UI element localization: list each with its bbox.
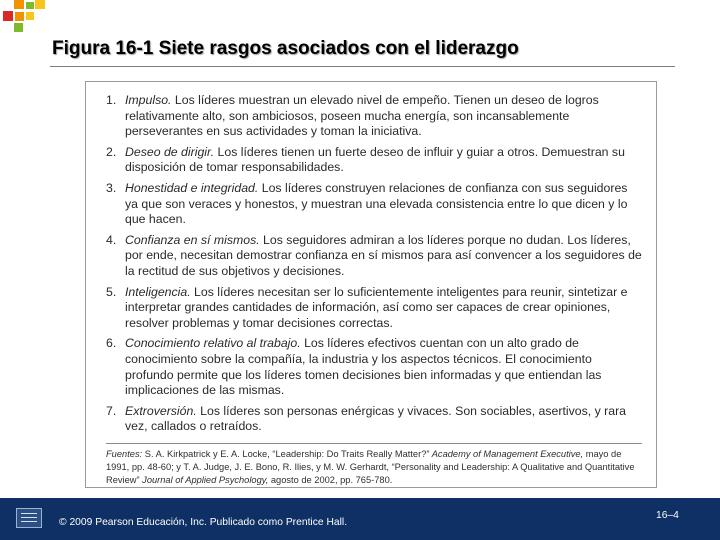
source-journal-1: Academy of Management Executive, bbox=[429, 448, 584, 459]
trait-item bbox=[106, 336, 642, 398]
source-label: Fuentes: bbox=[106, 448, 143, 459]
title-divider bbox=[50, 66, 675, 67]
trait-item bbox=[106, 93, 642, 140]
source-text-2: mayo de 1991, pp. 48-60; y T. A. Judge, J. E. Bono, R. Ilies, y M. W. Gerhardt, “Personality and Leadership: A Qualitative and Quantitative Review” bbox=[106, 448, 635, 485]
trait-number: 5. bbox=[106, 284, 117, 299]
trait-item bbox=[106, 404, 642, 435]
trait-name: Confianza en sí mismos. bbox=[125, 232, 260, 247]
trait-name: Deseo de dirigir. bbox=[125, 144, 215, 159]
trait-number: 1. bbox=[106, 93, 117, 107]
trait-number: 2. bbox=[106, 144, 117, 159]
trait-name: Honestidad e integridad. bbox=[125, 180, 259, 195]
source-citation bbox=[106, 448, 642, 487]
trait-text: Los líderes necesitan ser lo suficientemente inteligentes para reunir, sintetizar e interpretar grandes cantidades de información, así como ser capaces de crear opiniones, resolver problemas y tomar decisiones correctas. bbox=[125, 284, 628, 330]
trait-number: 7. bbox=[106, 403, 117, 418]
trait-name: Conocimiento relativo al trabajo. bbox=[125, 336, 301, 351]
trait-text: Los líderes efectivos cuentan con un alto grado de conocimiento sobre la compañía, la industria y los aspectos técnicos. El conocimiento profundo permite que los líderes tomen decisiones bien informadas y que entiendan las implicaciones de las mismas. bbox=[125, 336, 602, 398]
traits-list bbox=[106, 93, 642, 435]
trait-name: Extroversión. bbox=[125, 403, 197, 418]
trait-number: 3. bbox=[106, 180, 117, 195]
logo-square-orange-2 bbox=[15, 12, 24, 21]
logo-square-yellow bbox=[35, 0, 45, 9]
copyright-text: © 2009 Pearson Educación, Inc. Publicado como Prentice Hall. bbox=[59, 517, 348, 528]
trait-text: Los líderes tienen un fuerte deseo de influir y guiar a otros. Demuestran su disposición de tomar responsabilidades. bbox=[125, 144, 625, 175]
figure-panel bbox=[85, 81, 657, 488]
trait-number: 6. bbox=[106, 336, 117, 351]
source-journal-2: Journal of Applied Psychology, bbox=[139, 474, 269, 485]
trait-text: Los líderes muestran un elevado nivel de empeño. Tienen un deseo de logros relativamente alto, son ambiciosos, poseen mucha energía, son incansablemente perseverantes en sus actividades y toman la iniciativa. bbox=[125, 93, 599, 139]
source-text-1: S. A. Kirkpatrick y E. A. Locke, “Leadership: Do Traits Really Matter?” bbox=[142, 448, 430, 459]
trait-text: Los seguidores admiran a los líderes porque no dudan. Los líderes, por ende, necesitan demostrar confianza en sí mismos para así convencer a los seguidores de la rectitud de sus objetivos y decisiones. bbox=[125, 232, 642, 278]
trait-number: 4. bbox=[106, 232, 117, 247]
publisher-logo-icon bbox=[16, 508, 42, 528]
footer-bar bbox=[0, 498, 720, 540]
trait-item bbox=[106, 233, 642, 280]
trait-name: Impulso. bbox=[125, 93, 172, 107]
corner-logo-squares bbox=[0, 0, 48, 36]
source-text-3: agosto de 2002, pp. 765-780. bbox=[268, 474, 393, 485]
trait-text: Los líderes construyen relaciones de confianza con sus seguidores ya que son veraces y honestos, y muestran una elevada consistencia entre lo que dicen y lo que hacen. bbox=[125, 180, 628, 227]
trait-text: Los líderes son personas enérgicas y vivaces. Son sociables, asertivos, y rara vez, callados o retraídos. bbox=[125, 403, 626, 434]
trait-item bbox=[106, 145, 642, 176]
trait-item bbox=[106, 285, 642, 332]
logo-square-orange bbox=[14, 0, 24, 9]
logo-square-green-2 bbox=[14, 23, 23, 32]
trait-item bbox=[106, 181, 642, 228]
slide-title: Figura 16-1 Siete rasgos asociados con el liderazgo bbox=[52, 38, 519, 59]
page-number: 16–4 bbox=[656, 510, 679, 521]
logo-square-green bbox=[26, 2, 34, 9]
logo-square-yellow-2 bbox=[26, 12, 34, 20]
source-divider bbox=[106, 443, 642, 444]
logo-square-red bbox=[3, 11, 13, 21]
trait-name: Inteligencia. bbox=[125, 284, 191, 299]
